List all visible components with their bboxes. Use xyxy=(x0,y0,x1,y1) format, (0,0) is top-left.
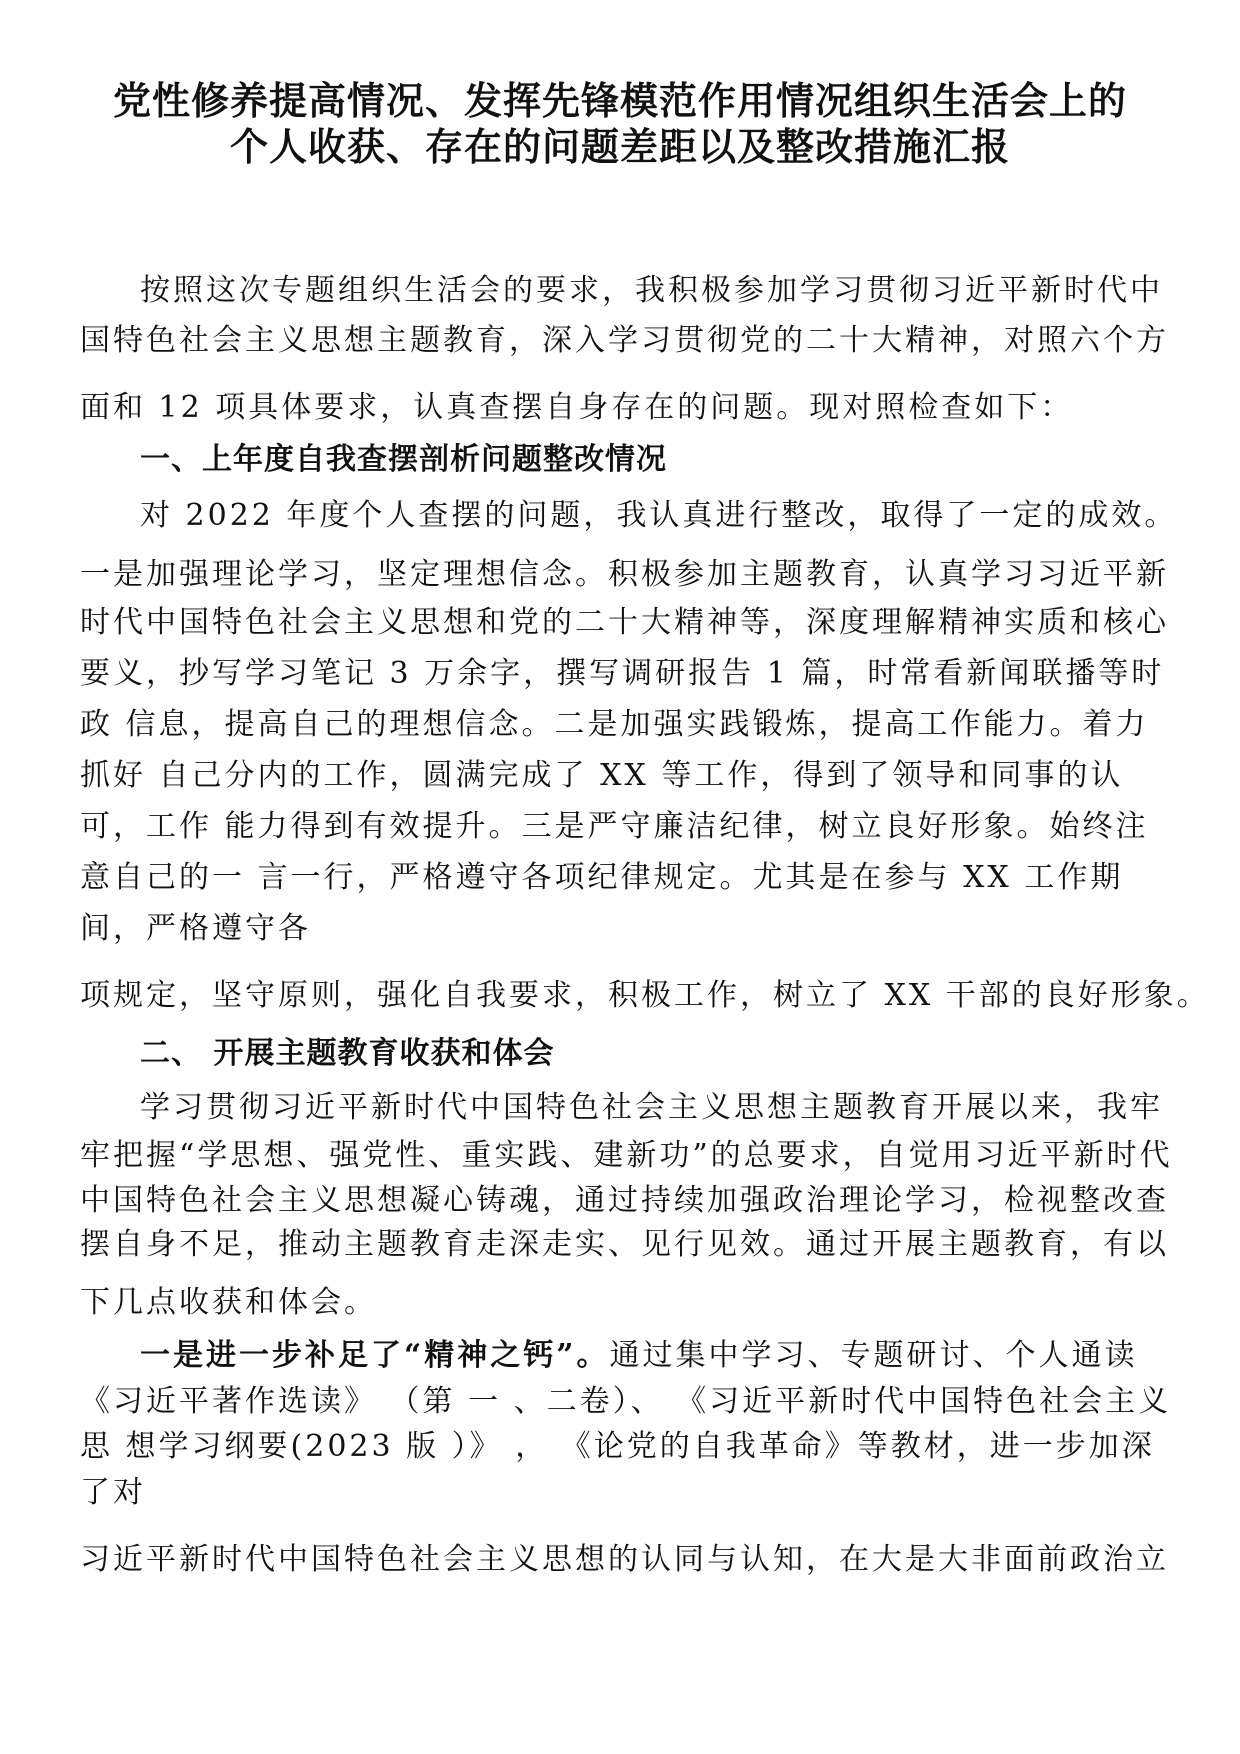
section-1-line-7: 可，工作 能力得到有效提升。三是严守廉洁纪律，树立良好形象。始终注 xyxy=(80,809,1149,844)
section-1-line-8: 意自己的一 言一行，严格遵守各项纪律规定。尤其是在参与 XX 工作期 xyxy=(80,860,1124,895)
section-2-point-1-line-5: 习近平新时代中国特色社会主义思想的认同与认知，在大是大非面前政治立 xyxy=(80,1542,1169,1577)
section-2-line-1: 学习贯彻习近平新时代中国特色社会主义思想主题教育开展以来，我牢 xyxy=(140,1090,1163,1125)
section-2-line-2: 牢把握“学思想、强党性、重实践、建新功”的总要求，自觉用习近平新时代 xyxy=(80,1138,1173,1173)
document-title-line-1: 党性修养提高情况、发挥先锋模范作用情况组织生活会上的 xyxy=(112,79,1127,123)
section-2-point-1-lead xyxy=(140,1337,1138,1375)
section-2-heading: 二、 开展主题教育收获和体会 xyxy=(140,1036,555,1071)
section-2-line-3: 中国特色社会主义思想凝心铸魂，通过持续加强政治理论学习，检视整改查 xyxy=(80,1183,1169,1218)
intro-line-3: 面和 12 项具体要求，认真查摆自身存在的问题。现对照检查如下： xyxy=(80,390,1074,425)
point-1-bold-lead: 一是进一步补足了“精神之钙”。 xyxy=(140,1338,610,1373)
section-1-line-6: 抓好 自己分内的工作，圆满完成了 XX 等工作，得到了领导和同事的认 xyxy=(80,758,1124,793)
intro-line-1: 按照这次专题组织生活会的要求，我积极参加学习贯彻习近平新时代中 xyxy=(140,273,1163,308)
section-1-line-3: 时代中国特色社会主义思想和党的二十大精神等，深度理解精神实质和核心 xyxy=(80,605,1169,640)
section-1-line-9: 间，严格遵守各 xyxy=(80,911,311,946)
section-1-heading: 一、上年度自我查摆剖析问题整改情况 xyxy=(140,442,667,477)
section-2-line-5: 下几点收获和体会。 xyxy=(80,1285,377,1320)
section-2-line-4: 摆自身不足，推动主题教育走深走实、见行见效。通过开展主题教育，有以 xyxy=(80,1227,1169,1262)
section-2-point-1-line-4: 了对 xyxy=(80,1475,146,1510)
section-1-line-5: 政 信息，提高自己的理想信念。二是加强实践锻炼，提高工作能力。着力 xyxy=(80,707,1149,742)
intro-line-2: 国特色社会主义思想主题教育，深入学习贯彻党的二十大精神，对照六个方 xyxy=(80,323,1169,358)
section-1-line-2: 一是加强理论学习，坚定理想信念。积极参加主题教育，认真学习习近平新 xyxy=(80,557,1169,592)
section-1-line-10: 项规定，坚守原则，强化自我要求，积极工作，树立了 XX 干部的良好形象。 xyxy=(80,978,1210,1013)
section-1-line-1: 对 2022 年度个人查摆的问题，我认真进行整改，取得了一定的成效。 xyxy=(140,498,1178,533)
point-1-lead-rest: 通过集中学习、专题研讨、个人通读 xyxy=(609,1338,1138,1373)
section-2-point-1-line-3: 思 想学习纲要(2023 版 ）》 ， 《论党的自我革命》等教材，进一步加深 xyxy=(80,1429,1155,1464)
section-1-line-4: 要义，抄写学习笔记 3 万余字，撰写调研报告 1 篇，时常看新闻联播等时 xyxy=(80,656,1165,691)
document-title-line-2: 个人收获、存在的问题差距以及整改措施汇报 xyxy=(229,125,1010,169)
section-2-point-1-line-2: 《习近平著作选读》 （第 一 、二卷）、 《习近平新时代中国特色社会主义 xyxy=(80,1384,1172,1419)
